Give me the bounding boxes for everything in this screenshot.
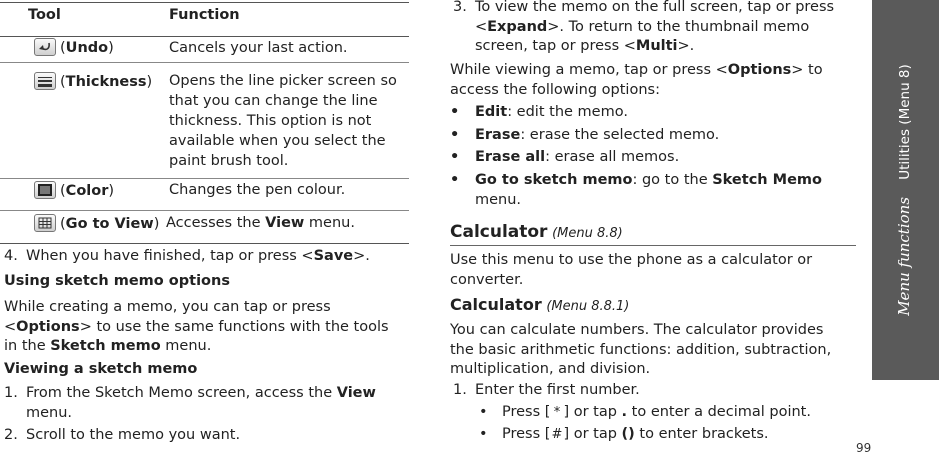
step-4-text: When you have finished, tap or press <Save>. (26, 248, 370, 264)
chapter-subtitle: Utilities (Menu 8) (897, 64, 913, 180)
chapter-title: Menu functions (895, 196, 913, 316)
calc-bullet-brackets: Press [#] or tap () to enter brackets. (502, 426, 769, 442)
viewing-options-paragraph: While viewing a memo, tap or press <Options> to access the following options: (450, 62, 823, 98)
calc-step-1-number: 1. (453, 382, 467, 398)
thickness-icon (34, 72, 56, 90)
calculator-sub-menu-ref: (Menu 8.8.1) (546, 299, 630, 314)
calculator-menu-ref: (Menu 8.8) (552, 226, 623, 241)
table-row-undo-function: Cancels your last action. (169, 40, 348, 56)
grid-icon (34, 214, 56, 232)
calculator-paragraph: Use this menu to use the phone as a calculator or converter. (450, 252, 813, 288)
option-erase-all: Erase all: erase all memos. (475, 149, 680, 165)
step-3-text: To view the memo on the full screen, tap or press <Expand>. To return to the thumbnail memo screen, tap or press <Multi>. (475, 0, 835, 54)
table-row-thickness-function: Opens the line picker screen so that you can change the line thickness. This option is not available when you select the paint brush tool. (169, 73, 397, 169)
viewing-step-1-text: From the Sketch Memo screen, access the View menu. (26, 385, 376, 421)
calc-step-1-text: Enter the first number. (475, 382, 640, 398)
calculator-sub-paragraph: You can calculate numbers. The calculator provides the basic arithmetic functions: addition, subtraction, multiplication, and division. (450, 322, 832, 377)
viewing-step-1-number: 1. (4, 385, 18, 401)
table-header-rule (0, 36, 409, 37)
hash-key-icon: # (551, 427, 563, 442)
viewing-step-2-number: 2. (4, 427, 18, 443)
calc-bullet-decimal: Press [ * ] or tap . to enter a decimal point. (502, 404, 811, 420)
chapter-side-label (895, 64, 915, 316)
table-header-tool: Tool (28, 7, 61, 23)
step-3-number: 3. (453, 0, 467, 15)
bullet-dot: • (450, 172, 460, 188)
table-header-function: Function (169, 7, 240, 23)
section-rule (450, 245, 856, 246)
bullet-dot: • (479, 426, 488, 442)
option-edit: Edit: edit the memo. (475, 104, 628, 120)
option-erase: Erase: erase the selected memo. (475, 127, 720, 143)
viewing-step-2-text: Scroll to the memo you want. (26, 427, 241, 443)
bullet-dot: • (450, 127, 460, 143)
table-row-color: (Color) (34, 181, 114, 201)
viewing-sketch-memo-heading: Viewing a sketch memo (4, 361, 198, 377)
table-row-rule (0, 178, 409, 179)
asterisk-key-icon: * (553, 405, 561, 420)
calculator-heading: Calculator (Menu 8.8) (450, 222, 623, 242)
option-go-to-sketch-memo: Go to sketch memo: go to the Sketch Memo menu. (475, 172, 822, 208)
color-icon (34, 181, 56, 199)
table-row-color-function: Changes the pen colour. (169, 182, 346, 198)
undo-icon (34, 38, 56, 56)
table-row-rule (0, 62, 409, 63)
bullet-dot: • (450, 149, 460, 165)
bullet-dot: • (479, 404, 488, 420)
page-number: 99 (856, 441, 872, 455)
table-row-rule (0, 210, 409, 211)
calculator-sub-heading: Calculator (Menu 8.8.1) (450, 295, 630, 314)
step-4-number: 4. (4, 248, 18, 264)
table-row-go-to-view-function: Accesses the View menu. (166, 215, 355, 231)
table-top-rule (0, 2, 409, 3)
table-row-undo: (Undo) (34, 38, 114, 58)
table-row-go-to-view: (Go to View) (34, 214, 159, 234)
bullet-dot: • (450, 104, 460, 120)
table-bottom-rule (0, 243, 409, 244)
table-row-thickness: (Thickness) (34, 72, 152, 92)
using-sketch-memo-paragraph: While creating a memo, you can tap or press <Options> to use the same functions with the tools in the Sketch memo menu. (4, 299, 389, 354)
using-sketch-memo-heading: Using sketch memo options (4, 273, 230, 289)
